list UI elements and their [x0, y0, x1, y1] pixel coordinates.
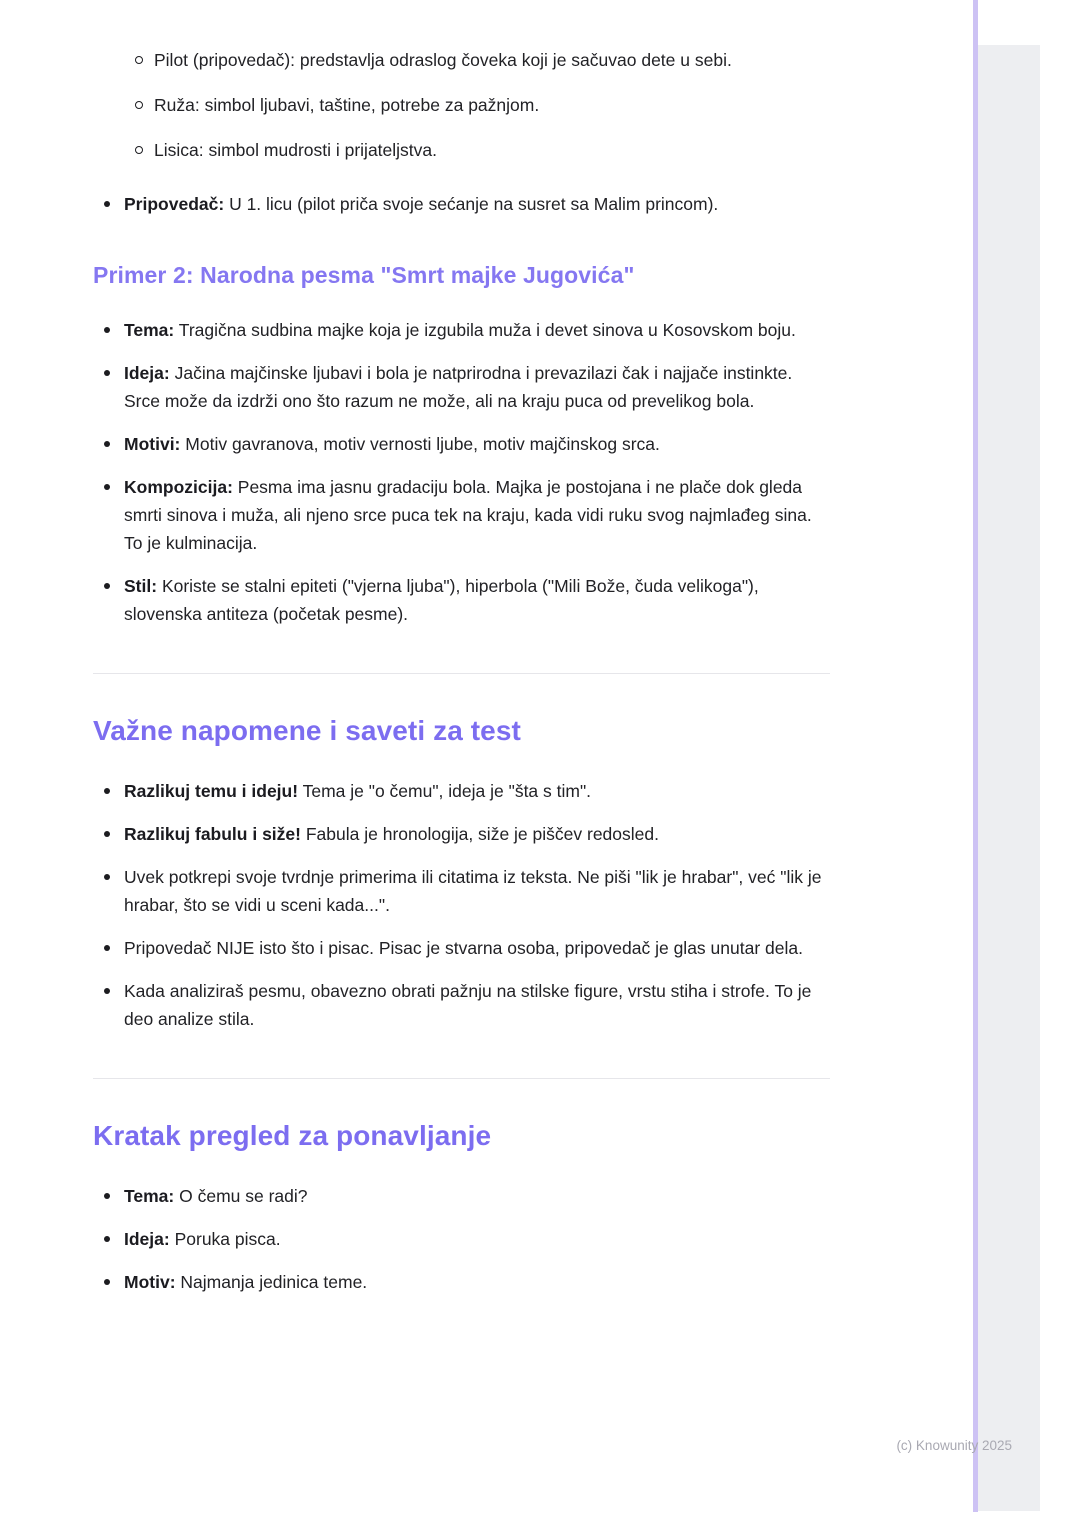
list-item — [93, 1268, 830, 1296]
item-body: Fabula je hronologija, siže je piščev redosled. — [305, 824, 659, 844]
list-item — [93, 1182, 830, 1210]
list-item — [93, 190, 830, 218]
list-item-text — [124, 572, 830, 628]
disc-bullet-icon — [104, 945, 110, 951]
list-item-text — [124, 777, 830, 805]
list-item-text: Ruža: simbol ljubavi, taštine, potrebe za pažnjom. — [154, 95, 540, 115]
section-divider — [93, 673, 830, 674]
item-label: Kompozicija: — [124, 477, 233, 497]
item-label: Ideja: — [124, 363, 170, 383]
narrator-list — [93, 190, 830, 218]
item-label: Razlikuj temu i ideju! — [124, 781, 299, 801]
section-heading-primer2: Primer 2: Narodna pesma "Smrt majke Jugovića" — [93, 262, 635, 288]
list-item — [93, 820, 830, 848]
list-item-text: Pilot (pripovedač): predstavlja odraslog čoveka koji je sačuvao dete u sebi. — [154, 50, 732, 70]
disc-bullet-icon — [104, 1279, 110, 1285]
item-body: Najmanja jedinica teme. — [180, 1272, 368, 1292]
item-body: O čemu se radi? — [179, 1186, 308, 1206]
disc-bullet-icon — [104, 441, 110, 447]
disc-bullet-icon — [104, 583, 110, 589]
list-item-text — [124, 1225, 830, 1253]
disc-bullet-icon — [104, 370, 110, 376]
list-item — [93, 863, 830, 919]
item-label: Razlikuj fabulu i siže! — [124, 824, 301, 844]
list-item — [93, 977, 830, 1033]
item-label: Tema: — [124, 320, 175, 340]
list-item — [93, 316, 830, 344]
character-sub-list — [93, 46, 830, 164]
list-item — [93, 136, 830, 164]
item-body: Koriste se stalni epiteti ("vjerna ljuba"), hiperbola ("Mili Bože, čuda velikoga"), slovenska antiteza (početak pesme). — [124, 576, 759, 624]
page-margin-panel — [978, 45, 1040, 1511]
list-item-text — [124, 430, 830, 458]
circle-bullet-icon — [135, 146, 143, 154]
list-item — [93, 91, 830, 119]
list-item — [93, 430, 830, 458]
list-item-text — [124, 1268, 830, 1296]
list-item-text — [124, 820, 830, 848]
list-item-text — [124, 316, 830, 344]
disc-bullet-icon — [104, 988, 110, 994]
circle-bullet-icon — [135, 101, 143, 109]
section-heading-pregled: Kratak pregled za ponavljanje — [93, 1120, 492, 1151]
primer2-list — [93, 316, 830, 628]
list-item — [93, 1225, 830, 1253]
disc-bullet-icon — [104, 327, 110, 333]
section-divider — [93, 1078, 830, 1079]
item-body: Tragična sudbina majke koja je izgubila muža i devet sinova u Kosovskom boju. — [178, 320, 796, 340]
napomene-list — [93, 777, 830, 1033]
disc-bullet-icon — [104, 831, 110, 837]
item-body: Kada analiziraš pesmu, obavezno obrati pažnju na stilske figure, vrstu stiha i strofe. To je deo analize stila. — [124, 981, 812, 1029]
list-item-text — [124, 190, 830, 218]
item-body: Jačina majčinske ljubavi i bola je natprirodna i prevazilazi čak i najjače instinkte. Srce može da izdrži ono što razum ne može, ali na kraju puca od prevelikog bola. — [124, 363, 793, 411]
item-body: U 1. licu (pilot priča svoje sećanje na susret sa Malim princom). — [229, 194, 719, 214]
item-label: Motivi: — [124, 434, 181, 454]
copyright-watermark: (c) Knowunity 2025 — [896, 1438, 1012, 1453]
disc-bullet-icon — [104, 1193, 110, 1199]
list-item — [93, 934, 830, 962]
disc-bullet-icon — [104, 874, 110, 880]
section-heading-napomene: Važne napomene i saveti za test — [93, 715, 521, 746]
list-item-text — [124, 473, 830, 557]
pregled-list — [93, 1182, 830, 1296]
disc-bullet-icon — [104, 788, 110, 794]
list-item — [93, 359, 830, 415]
disc-bullet-icon — [104, 484, 110, 490]
item-label: Pripovedač: — [124, 194, 225, 214]
list-item-text — [124, 934, 830, 962]
list-item — [93, 777, 830, 805]
list-item — [93, 473, 830, 557]
item-label: Ideja: — [124, 1229, 170, 1249]
item-body: Tema je "o čemu", ideja je "šta s tim". — [302, 781, 592, 801]
list-item — [93, 572, 830, 628]
item-label: Stil: — [124, 576, 158, 596]
disc-bullet-icon — [104, 1236, 110, 1242]
circle-bullet-icon — [135, 56, 143, 64]
disc-bullet-icon — [104, 201, 110, 207]
item-body: Poruka pisca. — [174, 1229, 281, 1249]
item-label: Tema: — [124, 1186, 175, 1206]
list-item-text — [124, 359, 830, 415]
item-body: Motiv gavranova, motiv vernosti ljube, motiv majčinskog srca. — [185, 434, 660, 454]
list-item-text: Lisica: simbol mudrosti i prijateljstva. — [154, 140, 438, 160]
document-content — [93, 46, 830, 1311]
item-body: Pesma ima jasnu gradaciju bola. Majka je postojana i ne plače dok gleda smrti sinova i muža, ali njeno srce puca tek na kraju, kada vidi ruku svog najmlađeg sina. To je kulminacija. — [124, 477, 812, 553]
item-body: Uvek potkrepi svoje tvrdnje primerima ili citatima iz teksta. Ne piši "lik je hrabar", već "lik je hrabar, što se vidi u sceni kada...". — [124, 867, 822, 915]
list-item-text — [124, 977, 830, 1033]
list-item-text — [124, 1182, 830, 1210]
list-item — [93, 46, 830, 74]
list-item-text — [124, 863, 830, 919]
item-label: Motiv: — [124, 1272, 176, 1292]
item-body: Pripovedač NIJE isto što i pisac. Pisac je stvarna osoba, pripovedač je glas unutar dela. — [124, 938, 803, 958]
